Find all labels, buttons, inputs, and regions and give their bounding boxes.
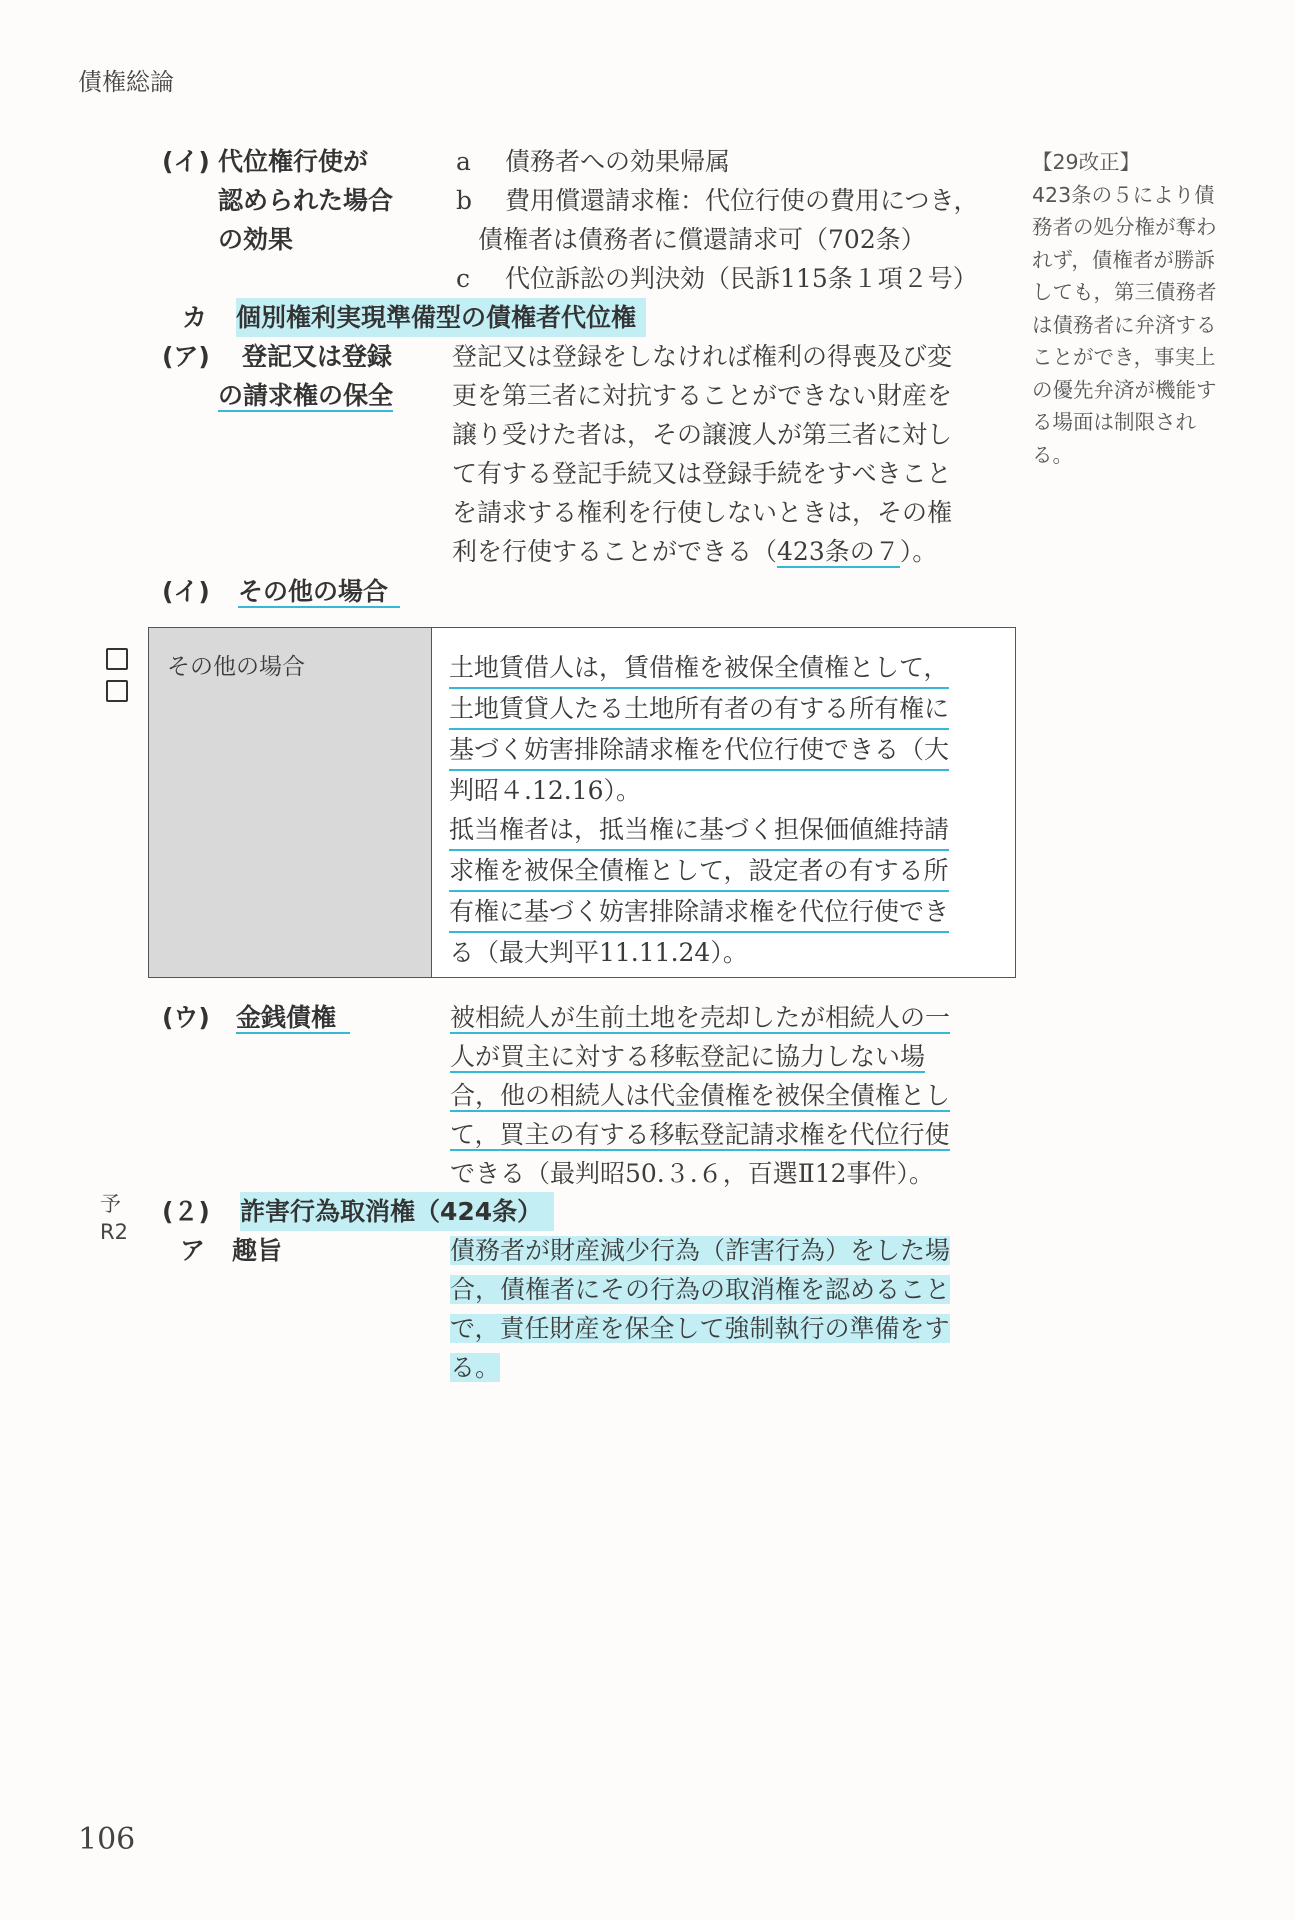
money-line: できる（最判昭50.３.６，百選Ⅱ12事件）。	[450, 1159, 935, 1188]
review-checkbox-2[interactable]	[106, 680, 128, 702]
fraud-sub-title: 趣旨	[232, 1236, 283, 1265]
registration-last-line	[452, 532, 937, 571]
effect-heading-line1: 代位権行使が	[218, 147, 369, 176]
money-title: 金銭債権	[236, 1003, 350, 1034]
running-head: 債権総論	[78, 68, 174, 96]
registration-last-post: ）。	[899, 537, 938, 566]
fraud-line: 債務者が財産減少行為（詐害行為）をした場	[450, 1236, 951, 1265]
money-line: 人が買主に対する移転登記に協力しない場	[450, 1042, 926, 1071]
table-label: その他の場合	[167, 654, 305, 680]
money-line: 合，他の相続人は代金債権を被保全債権とし	[450, 1081, 951, 1110]
effect-item-c-marker: c	[456, 264, 471, 293]
table-line: 判昭４.12.16）。	[449, 776, 642, 805]
section-ka-marker: カ	[182, 303, 208, 332]
effect-item-a-marker: a	[456, 147, 471, 176]
effect-item-b-text: 費用償還請求権：代位行使の費用につき，	[505, 186, 979, 215]
effect-heading-line3: の効果	[218, 225, 294, 254]
table-line: 土地賃借人は，賃借権を被保全債権として，	[449, 648, 949, 689]
money-line: 被相続人が生前土地を売却したが相続人の一	[450, 1003, 951, 1032]
table-content-cell	[449, 648, 999, 972]
fraud-line: 合，債権者にその行為の取消権を認めること	[450, 1275, 951, 1304]
margin-tag-r2: R2	[100, 1220, 128, 1244]
table-line: 抵当権者は，抵当権に基づく担保価値維持請	[449, 810, 949, 851]
effect-heading-line2: 認められた場合	[218, 186, 394, 215]
review-checkbox-1[interactable]	[106, 648, 128, 670]
registration-line: 登記又は登録をしなければ権利の得喪及び変	[452, 342, 953, 371]
fraud-title: 詐害行為取消権（424条）	[240, 1192, 554, 1231]
fraud-line: る。	[450, 1353, 501, 1382]
table-label-cell	[149, 628, 432, 977]
registration-heading-line2: の請求権の保全	[218, 381, 394, 410]
table-line: 有権に基づく妨害排除請求権を代位行使でき	[449, 892, 949, 933]
fraud-sub-marker: ア	[180, 1236, 206, 1265]
table-line: 基づく妨害排除請求権を代位行使できる（大	[449, 730, 949, 771]
effect-item-a-text: 債務者への効果帰属	[505, 147, 731, 176]
effect-item-b-text2: 債権者は債務者に償還請求可（702条）	[478, 225, 926, 254]
other-cases-table	[148, 627, 1016, 978]
other-marker: (イ)	[162, 577, 210, 606]
margin-tag-yo: 予	[100, 1192, 121, 1216]
side-note-text: 423条の５により債務者の処分権が奪われず，債権者が勝訴しても，第三債務者は債務者に弁済することができ，事実上の優先弁済が機能する場面は制限される。	[1032, 182, 1217, 467]
registration-line: 更を第三者に対抗することができない財産を	[452, 381, 953, 410]
table-line: る（最大判平11.11.24）。	[449, 938, 748, 967]
effect-item-c-text: 代位訴訟の判決効（民訴115条１項２号）	[505, 264, 978, 293]
effect-marker: (イ)	[162, 147, 210, 176]
registration-line: て有する登記手続又は登録手続をすべきこと	[452, 459, 952, 488]
money-line: て，買主の有する移転登記請求権を代位行使	[450, 1120, 950, 1149]
table-line: 求権を被保全債権として，設定者の有する所	[449, 851, 949, 892]
money-marker: (ウ)	[162, 1003, 210, 1032]
registration-article-ref: 423条の７	[777, 537, 900, 566]
registration-last-pre: 利を行使することができる（	[452, 537, 778, 566]
registration-line: を請求する権利を行使しないときは，その権	[452, 498, 953, 527]
fraud-marker: (２)	[162, 1197, 210, 1226]
side-note	[1032, 146, 1222, 471]
table-line: 土地賃貸人たる土地所有者の有する所有権に	[449, 689, 949, 730]
fraud-line: で，責任財産を保全して強制執行の準備をす	[450, 1314, 950, 1343]
registration-heading-line1: 登記又は登録	[242, 342, 393, 371]
effect-item-b-marker: b	[456, 186, 473, 215]
side-note-label: 【29改正】	[1032, 150, 1141, 174]
registration-line: 譲り受けた者は，その譲渡人が第三者に対し	[452, 420, 953, 449]
other-title: その他の場合	[238, 577, 400, 608]
page-number: 106	[78, 1822, 136, 1857]
section-ka-title: 個別権利実現準備型の債権者代位権	[236, 298, 646, 337]
registration-marker: (ア)	[162, 342, 210, 371]
